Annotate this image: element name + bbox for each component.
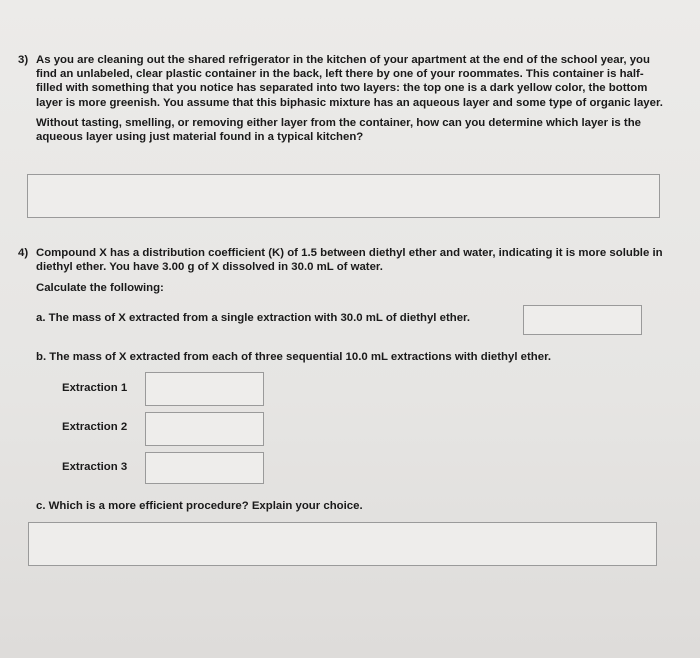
part-c-answer-box[interactable]	[28, 522, 657, 566]
question-4-number: 4)	[18, 247, 29, 259]
part-a-answer-box[interactable]	[523, 305, 642, 335]
extraction-2-label: Extraction 2	[62, 421, 128, 433]
extraction-3-label: Extraction 3	[62, 461, 128, 473]
part-b-label: b. The mass of X extracted from each of three sequential 10.0 mL extractions with diethyl ether.	[36, 351, 552, 363]
extraction-3-answer-box[interactable]	[145, 452, 264, 484]
part-c-label: c. Which is a more efficient procedure? Explain your choice.	[36, 500, 363, 512]
part-a-label: a. The mass of X extracted from a single extraction with 30.0 mL of diethyl ether.	[36, 312, 471, 324]
extraction-1-answer-box[interactable]	[145, 372, 264, 406]
question-3-answer-box[interactable]	[27, 174, 660, 218]
extraction-1-label: Extraction 1	[62, 382, 128, 394]
question-4	[18, 246, 668, 274]
question-3-prompt: Without tasting, smelling, or removing either layer from the container, how can you determine which layer is the aqueous layer using just material found in a typical kitchen?	[36, 116, 641, 144]
question-4-body: Compound X has a distribution coefficient (K) of 1.5 between diethyl ether and water, indicating it is more soluble in diethyl ether. You have 3.00 g of X dissolved in 30.0 mL of water.	[36, 247, 663, 274]
extraction-2-answer-box[interactable]	[145, 412, 264, 446]
question-3-number: 3)	[18, 54, 29, 66]
question-3-body: As you are cleaning out the shared refrigerator in the kitchen of your apartment at the end of the school year, you find an unlabeled, clear plastic container in the back, left there by one of your roommates. This container is half-filled with something that you notice has separated into two layers: the top one is a dark yellow color, the bottom layer is more greenish. You assume that this biphasic mixture has an aqueous layer and some type of organic layer.	[36, 54, 663, 109]
question-4-instruction: Calculate the following:	[36, 282, 164, 294]
question-3	[18, 53, 668, 144]
